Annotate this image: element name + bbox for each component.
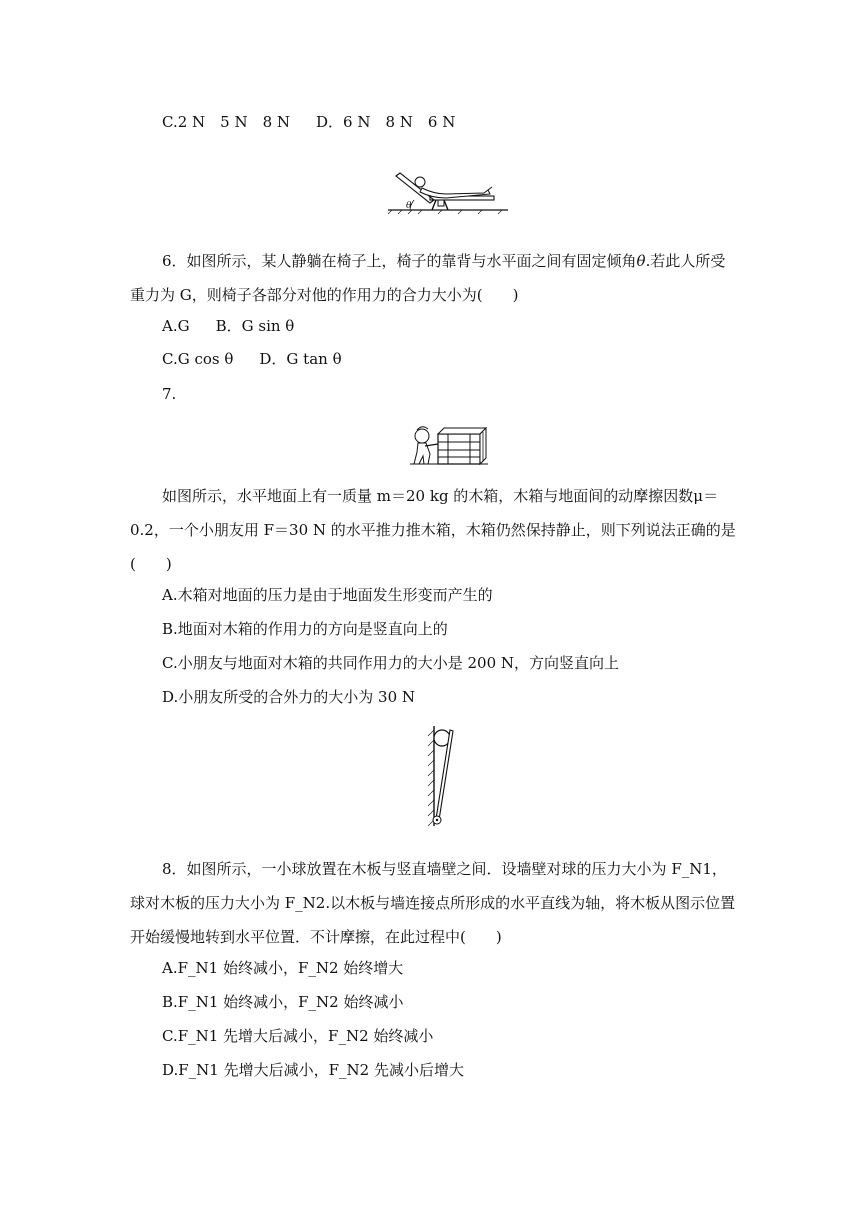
q7-stem-part2: ＝0.2，一个小朋友用 F＝30 N 的水平推力推木箱，木箱仍然保持静止，则下列说法正 (130, 487, 719, 539)
q8-option-a: A.F_N1 始终减小，F_N2 始终增大 (162, 959, 404, 977)
q7-option-a: A.木箱对地面的压力是由于地面发生形变而产生的 (162, 586, 493, 604)
q6-stem (130, 244, 740, 312)
theta-label: θ (406, 201, 412, 211)
q7-option-b: B.地面对木箱的作用力的方向是竖直向上的 (162, 620, 448, 638)
q6-stem-part1: 6．如图所示，某人静躺在椅子上，椅子的靠背与水平面之间有固定倾角 (162, 252, 637, 270)
q8-option-d: D.F_N1 先增大后减小，F_N2 先减小后增大 (162, 1061, 464, 1079)
q6-options-cd (162, 349, 342, 369)
q6-stem-part3: 受重力为 G，则椅子各部分对他的作用力的合力大小为( ) (130, 252, 726, 304)
q7-stem (130, 479, 740, 581)
q7-child-pushing-box-figure (408, 420, 490, 468)
q8-stem-part3: 置开始缓慢地转到水平位置．不计摩擦，在此过程中( ) (130, 894, 736, 946)
q8-stem (130, 852, 740, 954)
q6-option-d: D．G tan θ (259, 350, 342, 368)
q6-stem-part2: .若此人所 (645, 252, 711, 270)
q6-option-c: C.G cos θ (162, 350, 234, 368)
q7-option-d: D.小朋友所受的合外力的大小为 30 N (162, 688, 416, 706)
q7-stem-part3: 确的是( ) (130, 521, 736, 573)
q5-options-cd (162, 112, 455, 132)
q7-number: 7. (162, 385, 177, 403)
q8-stem-part2: 球对木板的压力大小为 F_N2.以木板与墙连接点所形成的水平直线为轴，将木板从图示位 (130, 894, 721, 912)
q6-theta: θ (636, 252, 646, 270)
q8-ball-wall-board-figure (420, 722, 460, 832)
q6-options-ab (162, 316, 294, 336)
q5-option-d: D．6 N 8 N 6 N (316, 113, 456, 131)
q6-reclining-chair-figure (384, 168, 512, 220)
q7-option-c: C.小朋友与地面对木箱的共同作用力的大小是 200 N，方向竖直向上 (162, 654, 620, 672)
q8-option-b: B.F_N1 始终减小，F_N2 始终减小 (162, 993, 404, 1011)
q7-stem-part1: 如图所示，水平地面上有一质量 m＝20 kg 的木箱，木箱与地面间的动摩擦因数μ (162, 487, 704, 505)
q8-option-c: C.F_N1 先增大后减小，F_N2 始终减小 (162, 1027, 434, 1045)
q8-stem-part1: 8．如图所示，一小球放置在木板与竖直墙壁之间．设墙壁对球的压力大小为 F_N1， (162, 860, 727, 878)
q6-option-b: B．G sin θ (215, 317, 295, 335)
q5-option-c: C.2 N 5 N 8 N (162, 113, 291, 131)
q6-option-a: A.G (162, 317, 190, 335)
